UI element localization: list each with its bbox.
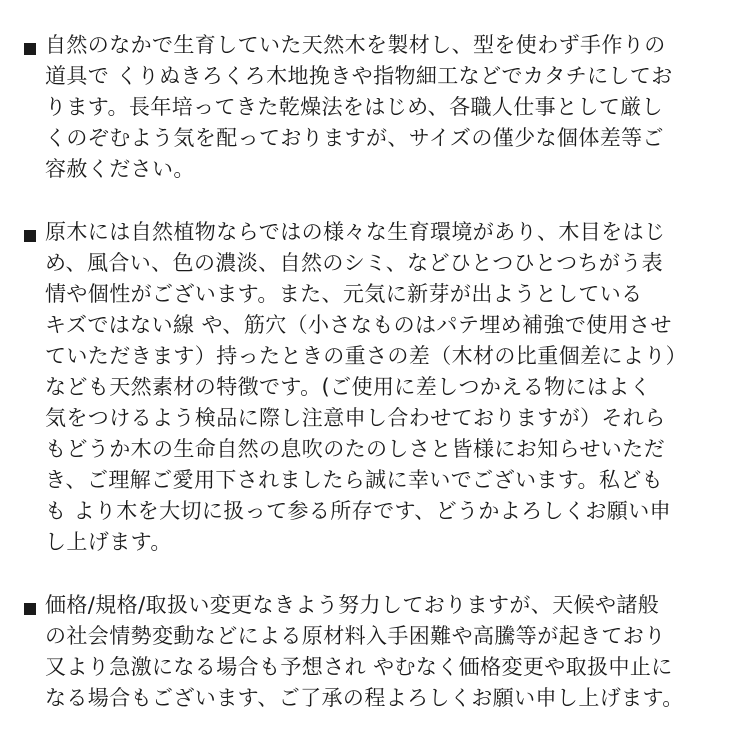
text-line: キズではない線 や、筋穴（小さなものはパテ埋め補強で使用させ [45,313,672,337]
black-square-bullet-icon [24,594,36,624]
text-line: 気をつけるよう検品に際し注意申し合わせておりますが）それら [45,406,666,430]
text-line: も より木を大切に扱って参る所存です、どうかよろしくお願い申 [45,499,671,523]
text-line: 自然のなかで生育していた天然木を製材し、型を使わず手作りの [45,33,666,57]
text-line: もどうか木の生命自然の息吹のたのしさと皆様にお知らせいただ [45,437,665,461]
text-line: き、ご理解ご愛用下されましたら誠に幸いでございます。私ども [45,468,664,492]
text-line: くのぞむよう気を配っておりますが、サイズの僅少な個体差等ご [45,126,664,150]
notice-document [24,30,714,746]
notice-section-wood-characteristics [24,217,714,558]
text-line: 又より急激になる場合も予想され やむなく価格変更や取扱中止に [45,655,673,679]
black-square-bullet-icon [24,34,36,64]
text-line: の社会情勢変動などによる原材料入手困難や高騰等が起きており [45,624,666,648]
text-line: め、風合い、色の濃淡、自然のシミ、などひとつひとつちがう表 [45,251,664,275]
text-line: ていただきます）持ったときの重さの差（木材の比重個差により） [45,344,687,368]
text-line: 原木には自然植物ならではの様々な生育環境があり、木目をはじ [45,220,666,244]
text-line: 道具で くりぬきろくろ木地挽きや指物細工などでカタチにしてお [45,64,673,88]
text-line: ります。長年培ってきた乾燥法をはじめ、各職人仕事として厳し [45,95,664,119]
text-line: 容赦ください。 [45,157,195,181]
black-square-bullet-icon [24,221,36,251]
text-line: なども天然素材の特徴です。(ご使用に差しつかえる物にはよく [45,375,652,399]
text-line: 情や個性がございます。また、元気に新芽が出ようとしている [45,282,643,306]
text-line: し上げます。 [45,530,172,554]
notice-section-natural-wood [24,30,714,185]
text-line: 価格/規格/取扱い変更なきよう努力しておりますが、天候や諸般 [45,593,660,617]
notice-section-price-changes [24,590,714,714]
text-line: なる場合もございます、ご了承の程よろしくお願い申し上げます。 [45,686,684,710]
